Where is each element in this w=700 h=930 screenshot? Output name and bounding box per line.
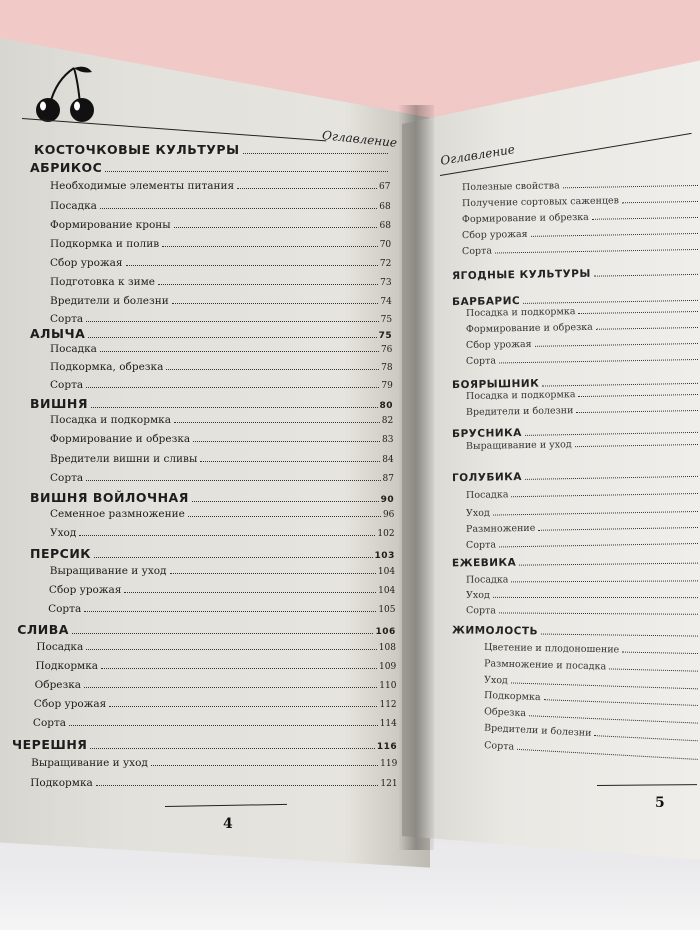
left-toc-leader [101,668,377,669]
left-toc-row [50,257,391,269]
left-toc-page: 96 [382,510,395,520]
left-toc-label: Сбор урожая [50,257,123,269]
left-toc-leader [96,785,379,786]
right-toc-label: БОЯРЫШНИК [451,377,540,392]
left-toc-leader [243,153,388,154]
left-toc-label: Выращивание и уход [31,757,148,769]
left-toc-row [50,343,392,355]
table-surface [0,860,700,930]
right-toc-label: Вредители и болезни [483,722,592,739]
right-toc-label: Уход [483,674,509,687]
right-toc-leader [578,311,698,314]
right-toc-leader [519,563,698,566]
left-toc-label: Выращивание и уход [49,565,167,577]
right-toc-label: Посадка и подкормка [465,306,576,320]
left-toc-leader [69,725,378,726]
right-toc-label: БАРБАРИС [451,294,521,309]
left-toc-leader [105,171,388,172]
left-toc-row [36,641,396,653]
left-toc-leader [79,535,375,536]
right-toc-leader [578,394,698,397]
right-toc-label: Обрезка [483,706,527,720]
left-page-number: 4 [223,816,233,832]
left-toc-label: Посадка [36,641,84,653]
left-toc-leader [72,633,374,634]
right-toc-leader [525,476,698,480]
left-toc-page: 114 [379,719,397,729]
book-spine [398,105,434,850]
left-toc-page: 87 [382,474,394,484]
right-toc-label: Полезные свойства [461,180,560,194]
right-toc-leader [523,300,698,304]
left-toc-page: 116 [376,742,398,752]
left-toc-leader [88,337,376,338]
right-toc-row [466,605,700,618]
right-toc-leader [592,217,698,220]
left-header-title: Оглавление [321,128,398,150]
left-toc-label: АБРИКОС [30,160,103,175]
left-toc-label: ВИШНЯ ВОЙЛОЧНАЯ [30,490,189,505]
right-toc-label: Сорта [461,245,493,258]
left-toc-page: 90 [380,495,395,505]
left-toc-row [31,757,397,769]
left-toc-row [50,527,395,539]
left-toc-leader [188,516,381,517]
left-toc-leader [109,706,377,707]
right-toc-label: Сбор урожая [461,228,528,242]
left-toc-page: 75 [378,331,393,341]
left-toc-leader [100,208,377,209]
left-toc-leader [200,461,380,462]
left-toc-row [30,546,395,561]
left-toc-label: Формирование и обрезка [50,433,191,445]
left-toc-page: 105 [378,605,396,615]
left-toc-leader [84,687,377,688]
right-toc-label: БРУСНИКА [451,426,522,441]
left-toc-page: 67 [379,182,391,192]
left-toc-row [50,313,392,325]
left-toc-page: 80 [379,401,394,411]
left-toc-leader [90,748,374,749]
left-toc-label: Подкормка [30,777,93,789]
right-toc-row [466,573,700,585]
right-toc-leader [535,343,698,347]
left-toc-page: 74 [380,297,392,307]
right-toc-leader [622,652,698,654]
left-toc-page: 70 [379,240,392,250]
left-toc-page: 79 [381,381,393,391]
left-toc-leader [124,592,376,593]
right-toc-label: Посадка и подкормка [465,389,576,403]
right-toc-leader [563,185,698,188]
left-toc-page: 68 [379,221,391,231]
right-header-title: Оглавление [439,142,516,168]
right-toc-label: ЯГОДНЫЕ КУЛЬТУРЫ [451,267,591,283]
right-toc-leader [495,249,698,254]
right-toc-label: Сорта [483,739,515,753]
left-toc-label: Сорта [48,603,82,615]
right-toc-leader [493,511,698,516]
left-toc-page: 102 [377,529,395,539]
left-toc-page: 108 [378,643,396,653]
left-toc-leader [166,369,379,370]
right-toc-label: Получение сортовых саженцев [461,195,620,210]
right-toc-label: Сбор урожая [465,338,532,352]
left-toc-page: 112 [379,700,397,710]
right-toc-leader [576,410,698,413]
left-toc-row [50,414,393,426]
right-toc-label: Размножение [465,522,536,536]
right-toc-leader [575,444,698,447]
left-toc-row [30,396,393,411]
left-toc-row [50,508,394,520]
left-toc-row [50,565,395,577]
right-toc-label: Формирование и обрезка [465,321,593,336]
left-toc-page: 82 [381,416,394,426]
left-toc-page: 119 [380,759,398,769]
right-toc-leader [609,668,698,671]
left-toc-leader [174,422,380,423]
right-toc-leader [499,359,698,363]
left-toc-label: ВИШНЯ [30,396,89,411]
left-toc-leader [100,351,379,352]
left-toc-page: 104 [377,567,396,577]
right-toc-label: ЕЖЕВИКА [451,556,517,570]
right-toc-label: Уход [465,589,490,601]
right-toc-label: Сорта [465,539,497,552]
left-toc-row [49,584,395,596]
left-toc-row [30,326,392,341]
left-toc-row [17,622,396,637]
left-toc-row [50,453,394,465]
left-toc-label: КОСТОЧКОВЫЕ КУЛЬТУРЫ [34,142,240,157]
right-toc-leader [538,527,698,531]
left-toc-leader [192,501,379,502]
left-toc-row [50,433,393,445]
left-toc-label: Посадка [50,343,97,355]
left-toc-page: 68 [379,202,391,212]
right-toc-label: Вредители и болезни [465,405,574,419]
left-toc-leader [94,557,373,558]
right-toc-leader [596,327,698,330]
right-toc-leader [594,274,698,277]
left-toc-page: 72 [379,259,392,269]
right-toc-leader [542,383,698,387]
left-toc-row [50,379,393,391]
left-toc-leader [162,246,378,247]
left-toc-label: Вредители и болезни [50,295,169,307]
left-toc-label: Семенное размножение [50,508,185,520]
left-toc-page: 73 [380,278,392,288]
left-toc-label: Подкормка, обрезка [50,361,164,373]
left-toc-row [50,361,393,373]
left-toc-label: Посадка и подкормка [50,414,171,426]
left-toc-row [50,472,394,484]
left-toc-row [50,180,390,192]
left-toc-page: 103 [374,551,395,561]
left-toc-page: 109 [379,662,397,672]
left-toc-row [50,219,391,231]
cherry-icon [30,62,100,124]
left-toc-leader [126,265,378,266]
left-toc-label: Уход [50,527,77,539]
right-toc-label: Посадка [465,574,509,586]
left-toc-label: Сорта [50,472,84,484]
left-toc-label: Сбор урожая [48,584,122,596]
right-toc-leader [499,543,698,547]
left-toc-page: 78 [381,363,393,373]
left-toc-page: 83 [382,435,394,445]
left-toc-page: 84 [382,455,394,465]
left-toc-row [12,737,397,752]
left-toc-leader [170,573,376,574]
right-toc-leader [541,634,698,637]
left-toc-leader [174,227,378,228]
right-toc-leader [493,597,698,598]
left-toc-page: 75 [380,315,393,325]
right-toc-label: Цветение и плодоношение [483,641,620,656]
left-toc-label: Посадка [50,200,97,212]
left-toc-label: Обрезка [34,679,82,691]
left-toc-row [30,777,397,789]
right-toc-label: ЖИМОЛОСТЬ [451,624,539,638]
left-toc-row [30,160,390,175]
left-toc-leader [86,480,380,481]
right-toc-leader [622,201,698,203]
right-toc-label: Посадка [465,489,509,502]
left-toc-row [30,490,394,505]
left-toc-leader [237,188,377,189]
left-toc-label: ПЕРСИК [30,546,92,561]
right-toc-label: Размножение и посадка [483,658,607,673]
right-toc-leader [531,233,698,237]
left-toc-page: 76 [380,345,393,355]
right-toc-row [466,590,700,601]
left-toc-row [50,276,392,288]
left-toc-leader [86,387,379,388]
right-toc-label: Формирование и обрезка [461,211,589,226]
left-toc-row [36,660,397,672]
left-toc-label: Сорта [50,379,84,391]
left-toc-row [50,295,392,307]
left-toc-label: СЛИВА [17,622,69,637]
left-toc-label: ЧЕРЕШНЯ [12,737,88,752]
right-toc-label: Выращивание и уход [465,439,572,453]
right-toc-leader [499,612,698,614]
right-toc-leader [511,580,698,582]
left-toc-label: Подкормка [35,660,99,672]
right-toc-label: ГОЛУБИКА [451,470,523,485]
left-toc-row [34,698,397,710]
left-toc-leader [193,441,380,442]
right-toc-label: Подкормка [483,689,541,704]
left-toc-leader [91,407,377,408]
left-toc-label: Подкормка и полив [50,238,160,250]
left-toc-leader [172,303,379,304]
right-toc-label: Сорта [465,355,497,368]
right-toc-leader [511,493,698,497]
left-toc-label: Необходимые элементы питания [50,180,235,192]
left-toc-page: 106 [375,627,396,637]
left-toc-page: 104 [378,586,396,596]
left-toc-label: Формирование кроны [50,219,171,231]
left-toc-row [33,717,397,729]
left-toc-leader [84,611,376,612]
left-toc-label: Подготовка к зиме [50,276,155,288]
right-toc-label: Сорта [465,605,497,617]
left-toc-leader [151,765,378,766]
left-toc-row [35,679,397,691]
left-toc-leader [86,321,378,322]
left-toc-label: Сорта [50,313,84,325]
right-toc-leader [525,432,698,436]
left-toc-leader [86,649,377,650]
right-toc-label: Уход [465,507,490,520]
left-toc-row [50,200,391,212]
right-page-number: 5 [655,795,665,811]
left-toc-leader [158,284,378,285]
left-toc-label: Сорта [32,717,67,729]
left-toc-row [48,603,395,615]
left-toc-row [50,238,391,250]
left-toc-row [34,142,390,157]
left-toc-page: 121 [380,779,398,789]
left-toc-label: Вредители вишни и сливы [50,453,198,465]
left-toc-page: 110 [379,681,397,691]
left-toc-label: АЛЫЧА [30,326,86,341]
left-toc-label: Сбор урожая [33,698,107,710]
